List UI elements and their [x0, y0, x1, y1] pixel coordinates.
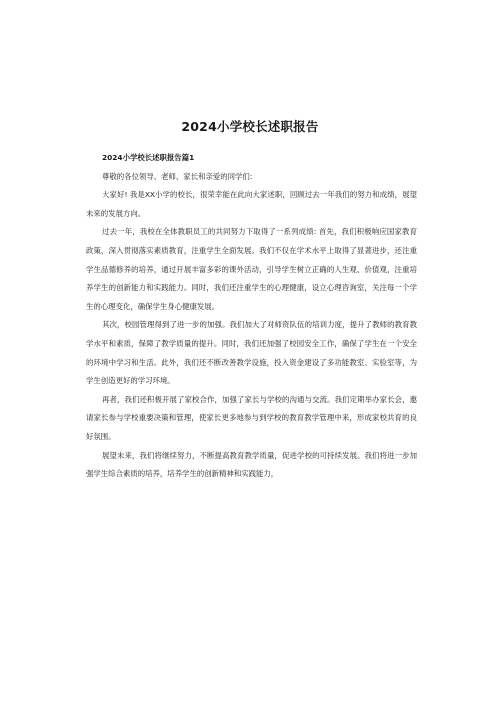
home-school-paragraph: 再者，我们还积极开展了家校合作，加强了家长与学校的沟通与交流。我们定期举办家长会，邀请家长参与学校重要决策和管理，使家长更多地参与到学校的教育教学管理中来，形成家校共育的良好氛围。 [86, 394, 417, 441]
document-body [86, 149, 417, 484]
greeting-paragraph: 大家好! 我是XX小学的校长，很荣幸能在此向大家述职，回顾过去一年我们的努力和成绩，展望未来的发展方向。 [86, 190, 417, 218]
outlook-paragraph: 展望未来，我们将继续努力，不断提高教育教学质量，促进学校的可持续发展。我们将进一步加强学生综合素质的培养，培养学生的创新精神和实践能力， [86, 450, 417, 479]
achievements-paragraph: 过去一年，我校在全体教职员工的共同努力下取得了一系列成绩: 首先，我们积极响应国家教育政策，深入贯彻落实素质教育，注重学生全面发展。我们不仅在学术水平上取得了显著进步，还注重学生品德修养的培养，通过开展丰富多彩的课外活动，引导学生树立正确的人生观、价值观，注重培养学生的创新能力和实践能力。同时，我们还注重学生的心理健康，设立心理咨询室，关注每一个学生的心理变化，确保学生身心健康发展。 [86, 227, 417, 311]
page-title: 2024小学校长述职报告 [181, 119, 319, 134]
management-paragraph: 其次，校园管理得到了进一步的加强。我们加大了对师资队伍的培训力度，提升了教师的教育教学水平和素质，保障了教学质量的提升。同时，我们还加强了校园安全工作，确保了学生在一个安全的环境中学习和生活。此外，我们还不断改善教学设施，投入资金建设了多功能教室、实验室等，为学生创造更好的学习环境。 [86, 320, 417, 386]
section-heading: 2024小学校长述职报告篇1 [102, 153, 195, 162]
salutation-paragraph: 尊敬的各位领导、老师、家长和亲爱的同学们: [102, 171, 253, 181]
